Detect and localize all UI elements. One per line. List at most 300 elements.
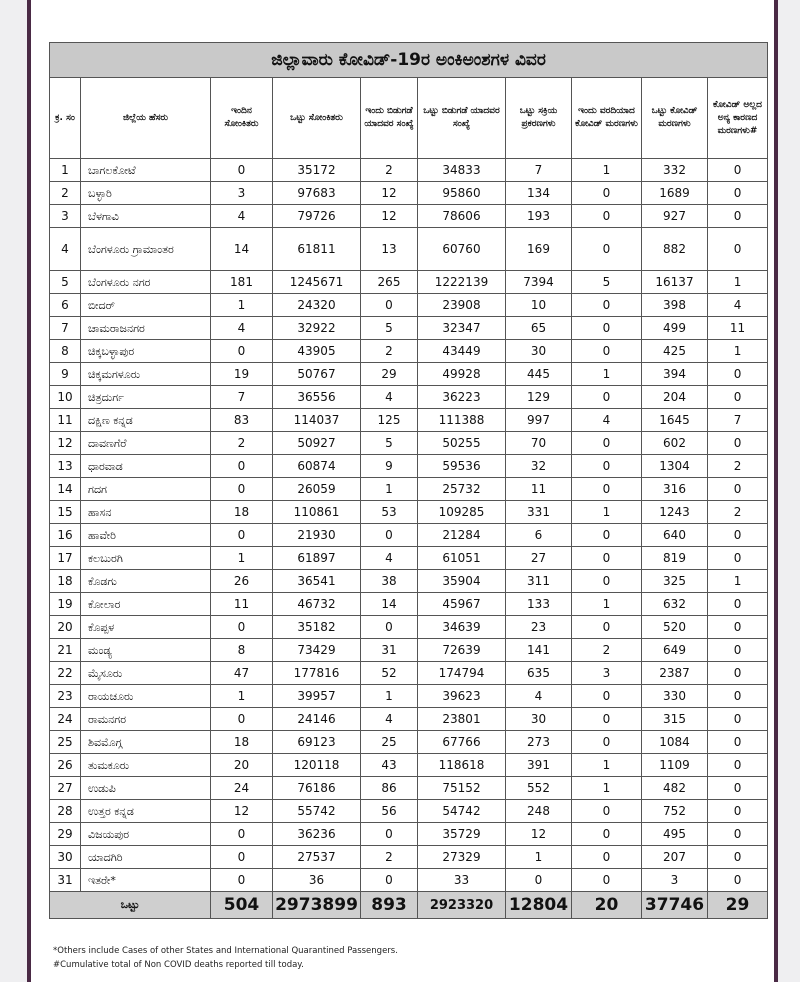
district-name-cell: ಚಿತ್ರದುರ್ಗ <box>81 386 211 409</box>
serial-cell: 4 <box>50 228 81 271</box>
table-header-row <box>50 78 768 159</box>
value-cell: 0 <box>572 685 642 708</box>
value-cell: 0 <box>211 869 273 892</box>
table-row <box>50 205 768 228</box>
value-cell: 47 <box>211 662 273 685</box>
value-cell: 1 <box>708 570 768 593</box>
value-cell: 97683 <box>273 182 361 205</box>
total-value-cell: 29 <box>708 892 768 919</box>
value-cell: 129 <box>506 386 572 409</box>
value-cell: 635 <box>506 662 572 685</box>
serial-cell: 8 <box>50 340 81 363</box>
value-cell: 72639 <box>418 639 506 662</box>
total-value-cell: 37746 <box>642 892 708 919</box>
table-body <box>50 159 768 919</box>
value-cell: 7394 <box>506 271 572 294</box>
total-value-cell: 20 <box>572 892 642 919</box>
value-cell: 0 <box>361 869 418 892</box>
table-row <box>50 340 768 363</box>
serial-cell: 13 <box>50 455 81 478</box>
value-cell: 0 <box>572 708 642 731</box>
value-cell: 20 <box>211 754 273 777</box>
value-cell: 0 <box>211 846 273 869</box>
table-row <box>50 159 768 182</box>
value-cell: 2 <box>708 455 768 478</box>
district-name-cell: ಗದಗ <box>81 478 211 501</box>
value-cell: 61051 <box>418 547 506 570</box>
serial-cell: 14 <box>50 478 81 501</box>
column-header: ಒಟ್ಟು ಸಕ್ರಿಯ ಪ್ರಕರಣಗಳು <box>506 78 572 159</box>
district-name-cell: ದಕ್ಷಿಣ ಕನ್ನಡ <box>81 409 211 432</box>
value-cell: 177816 <box>273 662 361 685</box>
value-cell: 927 <box>642 205 708 228</box>
table-row <box>50 409 768 432</box>
total-value-cell: 2923320 <box>418 892 506 919</box>
value-cell: 11 <box>211 593 273 616</box>
value-cell: 38 <box>361 570 418 593</box>
value-cell: 4 <box>506 685 572 708</box>
value-cell: 30 <box>506 340 572 363</box>
value-cell: 11 <box>708 317 768 340</box>
serial-cell: 9 <box>50 363 81 386</box>
value-cell: 18 <box>211 501 273 524</box>
value-cell: 174794 <box>418 662 506 685</box>
value-cell: 1 <box>572 159 642 182</box>
value-cell: 76186 <box>273 777 361 800</box>
table-row <box>50 869 768 892</box>
value-cell: 109285 <box>418 501 506 524</box>
value-cell: 1 <box>572 363 642 386</box>
value-cell: 32 <box>506 455 572 478</box>
table-title-row <box>50 43 768 78</box>
value-cell: 30 <box>506 708 572 731</box>
value-cell: 36236 <box>273 823 361 846</box>
value-cell: 118618 <box>418 754 506 777</box>
value-cell: 33 <box>418 869 506 892</box>
serial-cell: 28 <box>50 800 81 823</box>
value-cell: 54742 <box>418 800 506 823</box>
value-cell: 50767 <box>273 363 361 386</box>
value-cell: 1222139 <box>418 271 506 294</box>
value-cell: 0 <box>572 182 642 205</box>
table-row <box>50 501 768 524</box>
value-cell: 31 <box>361 639 418 662</box>
value-cell: 24 <box>211 777 273 800</box>
serial-cell: 3 <box>50 205 81 228</box>
value-cell: 0 <box>708 386 768 409</box>
value-cell: 204 <box>642 386 708 409</box>
value-cell: 0 <box>361 294 418 317</box>
district-name-cell: ಬೆಂಗಳೂರು ಗ್ರಾಮಾಂತರ <box>81 228 211 271</box>
value-cell: 27329 <box>418 846 506 869</box>
value-cell: 331 <box>506 501 572 524</box>
serial-cell: 18 <box>50 570 81 593</box>
value-cell: 59536 <box>418 455 506 478</box>
district-name-cell: ಕೊಪ್ಪಳ <box>81 616 211 639</box>
value-cell: 26059 <box>273 478 361 501</box>
value-cell: 5 <box>361 432 418 455</box>
value-cell: 5 <box>572 271 642 294</box>
footnote-non-covid-deaths: #Cumulative total of Non COVID deaths reported till today. <box>53 960 304 970</box>
value-cell: 27 <box>506 547 572 570</box>
district-name-cell: ರಾಯಚೂರು <box>81 685 211 708</box>
district-name-cell: ಬೆಳಗಾವಿ <box>81 205 211 228</box>
value-cell: 21284 <box>418 524 506 547</box>
table-row <box>50 294 768 317</box>
value-cell: 1689 <box>642 182 708 205</box>
district-name-cell: ಕೋಲಾರ <box>81 593 211 616</box>
column-header: ಜಿಲ್ಲೆಯ ಹೆಸರು <box>81 78 211 159</box>
value-cell: 0 <box>211 708 273 731</box>
serial-cell: 27 <box>50 777 81 800</box>
total-row <box>50 892 768 919</box>
table-row <box>50 823 768 846</box>
district-name-cell: ಶಿವಮೊಗ್ಗ <box>81 731 211 754</box>
column-header: ಕ್ರ. ಸಂ <box>50 78 81 159</box>
value-cell: 0 <box>572 294 642 317</box>
value-cell: 0 <box>572 205 642 228</box>
value-cell: 1 <box>211 294 273 317</box>
value-cell: 120118 <box>273 754 361 777</box>
value-cell: 141 <box>506 639 572 662</box>
district-name-cell: ಮೈಸೂರು <box>81 662 211 685</box>
table-row <box>50 639 768 662</box>
value-cell: 0 <box>708 731 768 754</box>
value-cell: 1 <box>211 547 273 570</box>
district-name-cell: ಉತ್ತರ ಕನ್ನಡ <box>81 800 211 823</box>
value-cell: 52 <box>361 662 418 685</box>
value-cell: 0 <box>708 708 768 731</box>
value-cell: 0 <box>572 524 642 547</box>
value-cell: 391 <box>506 754 572 777</box>
value-cell: 35729 <box>418 823 506 846</box>
value-cell: 49928 <box>418 363 506 386</box>
table-row <box>50 524 768 547</box>
value-cell: 552 <box>506 777 572 800</box>
value-cell: 0 <box>211 159 273 182</box>
value-cell: 111388 <box>418 409 506 432</box>
district-name-cell: ಹಾಸನ <box>81 501 211 524</box>
table-row <box>50 455 768 478</box>
district-name-cell: ಬೆಂಗಳೂರು ನಗರ <box>81 271 211 294</box>
value-cell: 332 <box>642 159 708 182</box>
value-cell: 0 <box>572 731 642 754</box>
page-title: ಜಿಲ್ಲಾವಾರು ಕೋವಿಡ್-19ರ ಅಂಕಿಅಂಶಗಳ ವಿವರ <box>50 43 768 78</box>
value-cell: 0 <box>211 616 273 639</box>
serial-cell: 21 <box>50 639 81 662</box>
value-cell: 2 <box>361 340 418 363</box>
total-value-cell: 12804 <box>506 892 572 919</box>
footnotes <box>53 944 771 972</box>
value-cell: 23 <box>506 616 572 639</box>
value-cell: 4 <box>708 294 768 317</box>
value-cell: 0 <box>708 823 768 846</box>
value-cell: 0 <box>572 616 642 639</box>
value-cell: 2 <box>361 846 418 869</box>
value-cell: 78606 <box>418 205 506 228</box>
value-cell: 0 <box>572 823 642 846</box>
value-cell: 35904 <box>418 570 506 593</box>
serial-cell: 20 <box>50 616 81 639</box>
value-cell: 0 <box>572 869 642 892</box>
value-cell: 1 <box>572 501 642 524</box>
footnote-others: *Others include Cases of other States and International Quarantined Passengers. <box>53 946 398 956</box>
table-row <box>50 662 768 685</box>
serial-cell: 11 <box>50 409 81 432</box>
serial-cell: 24 <box>50 708 81 731</box>
serial-cell: 19 <box>50 593 81 616</box>
value-cell: 1109 <box>642 754 708 777</box>
value-cell: 819 <box>642 547 708 570</box>
value-cell: 50927 <box>273 432 361 455</box>
district-name-cell: ತುಮಕೂರು <box>81 754 211 777</box>
value-cell: 2387 <box>642 662 708 685</box>
serial-cell: 1 <box>50 159 81 182</box>
value-cell: 23801 <box>418 708 506 731</box>
value-cell: 1 <box>708 340 768 363</box>
district-name-cell: ಬಾಗಲಕೋಟೆ <box>81 159 211 182</box>
value-cell: 23908 <box>418 294 506 317</box>
value-cell: 50255 <box>418 432 506 455</box>
district-name-cell: ಬಳ್ಳಾರಿ <box>81 182 211 205</box>
value-cell: 36541 <box>273 570 361 593</box>
column-header: ಇಂದು ವರದಿಯಾದ ಕೋವಿಡ್ ಮರಣಗಳು <box>572 78 642 159</box>
value-cell: 79726 <box>273 205 361 228</box>
value-cell: 1645 <box>642 409 708 432</box>
value-cell: 3 <box>572 662 642 685</box>
value-cell: 0 <box>708 685 768 708</box>
value-cell: 0 <box>708 800 768 823</box>
table-row <box>50 478 768 501</box>
value-cell: 0 <box>708 205 768 228</box>
value-cell: 398 <box>642 294 708 317</box>
value-cell: 0 <box>572 570 642 593</box>
value-cell: 752 <box>642 800 708 823</box>
value-cell: 0 <box>211 455 273 478</box>
table-row <box>50 386 768 409</box>
table-row <box>50 593 768 616</box>
value-cell: 67766 <box>418 731 506 754</box>
serial-cell: 26 <box>50 754 81 777</box>
district-name-cell: ಧಾರವಾಡ <box>81 455 211 478</box>
value-cell: 265 <box>361 271 418 294</box>
value-cell: 0 <box>211 823 273 846</box>
value-cell: 25732 <box>418 478 506 501</box>
value-cell: 0 <box>708 662 768 685</box>
district-name-cell: ಚಿಕ್ಕಬಳ್ಳಾಪುರ <box>81 340 211 363</box>
value-cell: 0 <box>211 524 273 547</box>
value-cell: 1 <box>211 685 273 708</box>
value-cell: 34639 <box>418 616 506 639</box>
value-cell: 133 <box>506 593 572 616</box>
value-cell: 1 <box>708 271 768 294</box>
value-cell: 16137 <box>642 271 708 294</box>
value-cell: 0 <box>708 846 768 869</box>
value-cell: 1 <box>572 777 642 800</box>
value-cell: 25 <box>361 731 418 754</box>
district-name-cell: ದಾವಣಗೆರೆ <box>81 432 211 455</box>
value-cell: 193 <box>506 205 572 228</box>
value-cell: 29 <box>361 363 418 386</box>
value-cell: 4 <box>211 317 273 340</box>
value-cell: 7 <box>708 409 768 432</box>
table-row <box>50 754 768 777</box>
value-cell: 114037 <box>273 409 361 432</box>
value-cell: 311 <box>506 570 572 593</box>
value-cell: 43449 <box>418 340 506 363</box>
value-cell: 12 <box>361 182 418 205</box>
value-cell: 21930 <box>273 524 361 547</box>
column-header: ಇಂದಿನ ಸೋಂಕಿತರು <box>211 78 273 159</box>
value-cell: 0 <box>708 432 768 455</box>
value-cell: 445 <box>506 363 572 386</box>
value-cell: 1 <box>506 846 572 869</box>
value-cell: 12 <box>211 800 273 823</box>
value-cell: 14 <box>211 228 273 271</box>
value-cell: 11 <box>506 478 572 501</box>
serial-cell: 17 <box>50 547 81 570</box>
value-cell: 73429 <box>273 639 361 662</box>
table-row <box>50 800 768 823</box>
value-cell: 0 <box>211 478 273 501</box>
value-cell: 75152 <box>418 777 506 800</box>
value-cell: 0 <box>708 524 768 547</box>
total-label: ಒಟ್ಟು <box>50 892 211 919</box>
table-row <box>50 228 768 271</box>
value-cell: 273 <box>506 731 572 754</box>
value-cell: 0 <box>361 823 418 846</box>
serial-cell: 7 <box>50 317 81 340</box>
value-cell: 169 <box>506 228 572 271</box>
value-cell: 43905 <box>273 340 361 363</box>
value-cell: 4 <box>361 386 418 409</box>
value-cell: 19 <box>211 363 273 386</box>
value-cell: 1243 <box>642 501 708 524</box>
value-cell: 45967 <box>418 593 506 616</box>
value-cell: 495 <box>642 823 708 846</box>
value-cell: 70 <box>506 432 572 455</box>
total-value-cell: 2973899 <box>273 892 361 919</box>
table-row <box>50 616 768 639</box>
serial-cell: 2 <box>50 182 81 205</box>
value-cell: 12 <box>361 205 418 228</box>
document-page <box>27 0 778 982</box>
value-cell: 1245671 <box>273 271 361 294</box>
value-cell: 125 <box>361 409 418 432</box>
column-header: ಒಟ್ಟು ಕೋವಿಡ್ ಮರಣಗಳು <box>642 78 708 159</box>
value-cell: 0 <box>572 800 642 823</box>
value-cell: 0 <box>708 547 768 570</box>
value-cell: 882 <box>642 228 708 271</box>
value-cell: 0 <box>708 616 768 639</box>
serial-cell: 30 <box>50 846 81 869</box>
value-cell: 39957 <box>273 685 361 708</box>
district-name-cell: ಮಂಡ್ಯ <box>81 639 211 662</box>
value-cell: 4 <box>572 409 642 432</box>
value-cell: 0 <box>708 182 768 205</box>
value-cell: 134 <box>506 182 572 205</box>
value-cell: 0 <box>572 547 642 570</box>
value-cell: 425 <box>642 340 708 363</box>
value-cell: 4 <box>211 205 273 228</box>
district-name-cell: ಚಾಮರಾಜನಗರ <box>81 317 211 340</box>
table-row <box>50 317 768 340</box>
value-cell: 26 <box>211 570 273 593</box>
value-cell: 5 <box>361 317 418 340</box>
value-cell: 0 <box>708 754 768 777</box>
value-cell: 1 <box>572 593 642 616</box>
serial-cell: 10 <box>50 386 81 409</box>
value-cell: 43 <box>361 754 418 777</box>
column-header: ಇಂದು ಬಿಡುಗಡೆ ಯಾದವರ ಸಂಖ್ಯೆ <box>361 78 418 159</box>
table-row <box>50 363 768 386</box>
value-cell: 315 <box>642 708 708 731</box>
covid-stats-table-container <box>49 42 767 919</box>
value-cell: 32922 <box>273 317 361 340</box>
serial-cell: 29 <box>50 823 81 846</box>
value-cell: 0 <box>572 455 642 478</box>
value-cell: 35182 <box>273 616 361 639</box>
value-cell: 0 <box>572 432 642 455</box>
column-header: ಕೋವಿಡ್ ಅಲ್ಲದ ಅನ್ಯ ಕಾರಣದ ಮರಣಗಳು# <box>708 78 768 159</box>
table-row <box>50 731 768 754</box>
serial-cell: 12 <box>50 432 81 455</box>
value-cell: 65 <box>506 317 572 340</box>
value-cell: 3 <box>211 182 273 205</box>
value-cell: 181 <box>211 271 273 294</box>
value-cell: 0 <box>361 524 418 547</box>
column-header: ಒಟ್ಟು ಸೋಂಕಿತರು <box>273 78 361 159</box>
value-cell: 69123 <box>273 731 361 754</box>
district-name-cell: ಇತರೇ* <box>81 869 211 892</box>
serial-cell: 23 <box>50 685 81 708</box>
value-cell: 997 <box>506 409 572 432</box>
table-row <box>50 685 768 708</box>
value-cell: 0 <box>572 386 642 409</box>
value-cell: 60874 <box>273 455 361 478</box>
value-cell: 4 <box>361 708 418 731</box>
value-cell: 35172 <box>273 159 361 182</box>
district-name-cell: ಉಡುಪಿ <box>81 777 211 800</box>
value-cell: 39623 <box>418 685 506 708</box>
value-cell: 9 <box>361 455 418 478</box>
value-cell: 520 <box>642 616 708 639</box>
district-name-cell: ವಿಜಯಪುರ <box>81 823 211 846</box>
district-name-cell: ಯಾದಗಿರಿ <box>81 846 211 869</box>
value-cell: 27537 <box>273 846 361 869</box>
value-cell: 640 <box>642 524 708 547</box>
table-row <box>50 432 768 455</box>
value-cell: 36556 <box>273 386 361 409</box>
column-header: ಒಟ್ಟು ಬಿಡುಗಡೆ ಯಾದವರ ಸಂಖ್ಯೆ <box>418 78 506 159</box>
serial-cell: 22 <box>50 662 81 685</box>
value-cell: 0 <box>708 593 768 616</box>
value-cell: 0 <box>211 340 273 363</box>
value-cell: 1 <box>361 685 418 708</box>
district-name-cell: ರಾಮನಗರ <box>81 708 211 731</box>
value-cell: 8 <box>211 639 273 662</box>
value-cell: 0 <box>572 228 642 271</box>
district-name-cell: ಹಾವೇರಿ <box>81 524 211 547</box>
value-cell: 1 <box>361 478 418 501</box>
value-cell: 36223 <box>418 386 506 409</box>
serial-cell: 25 <box>50 731 81 754</box>
value-cell: 13 <box>361 228 418 271</box>
serial-cell: 6 <box>50 294 81 317</box>
value-cell: 1 <box>572 754 642 777</box>
value-cell: 56 <box>361 800 418 823</box>
value-cell: 1304 <box>642 455 708 478</box>
